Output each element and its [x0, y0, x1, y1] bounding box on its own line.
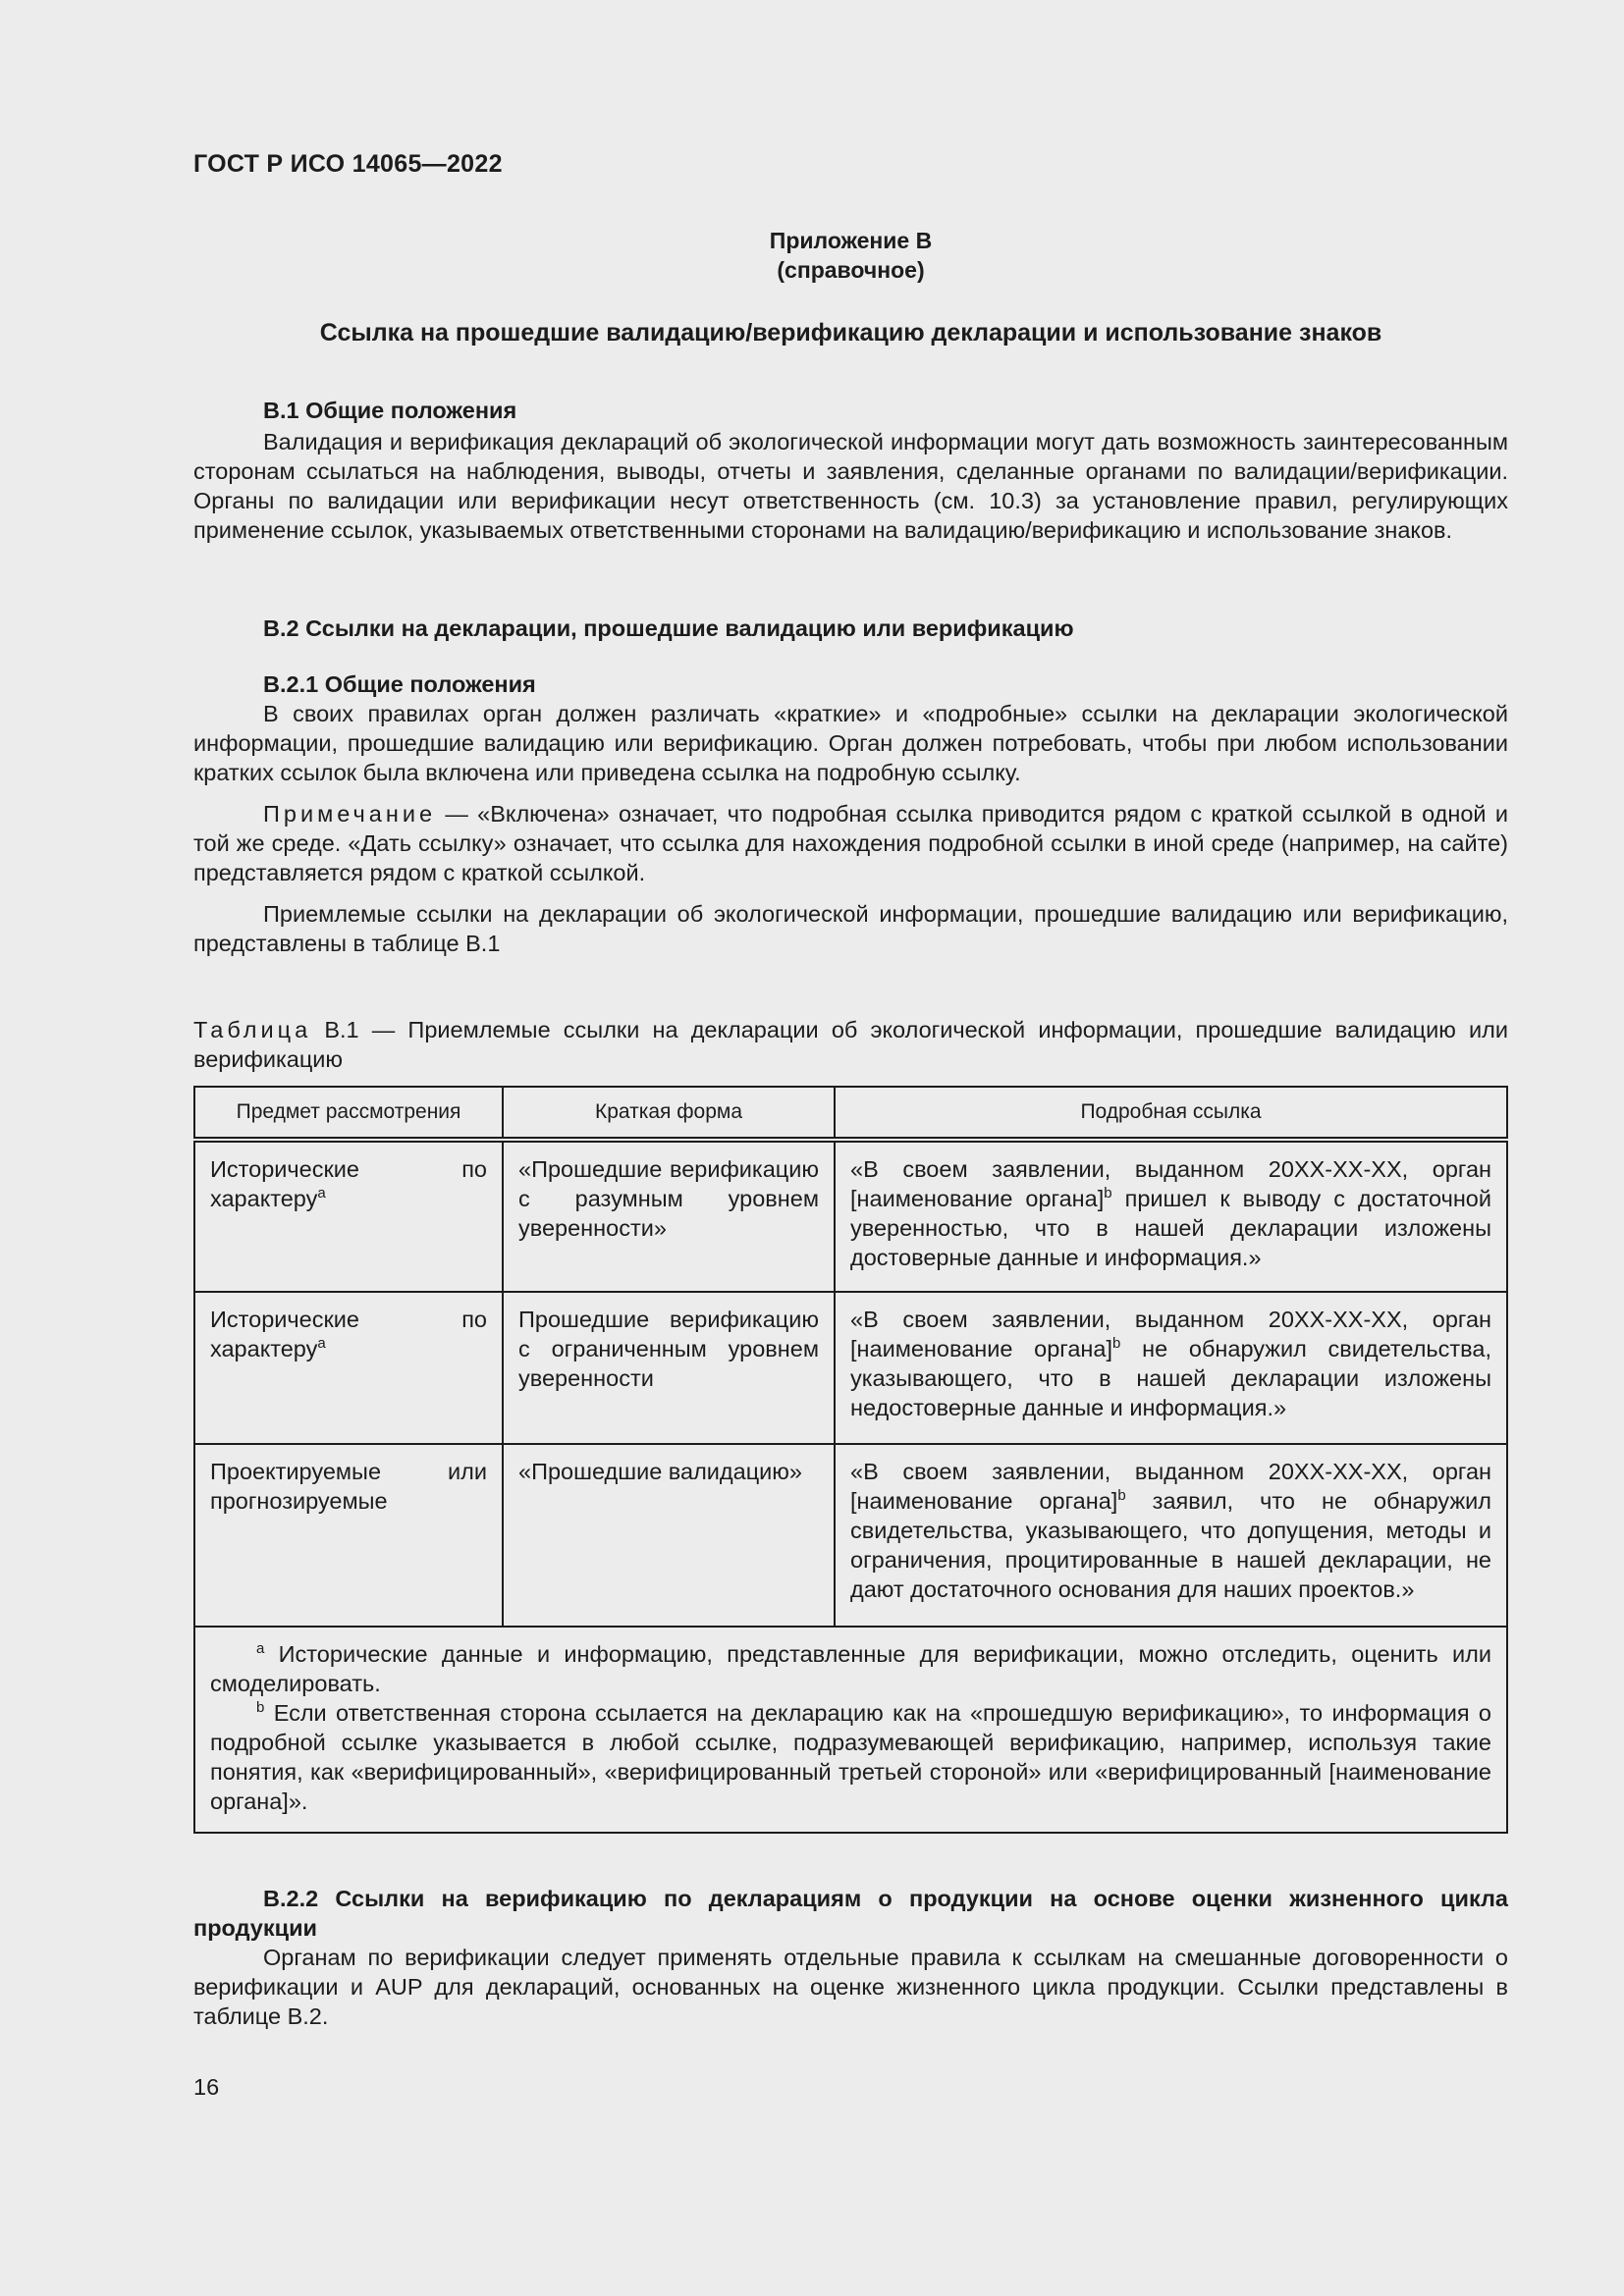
- section-b2-heading: В.2 Ссылки на декларации, прошедшие валидацию или верификацию: [263, 615, 1074, 641]
- table-row: [194, 1140, 1507, 1292]
- table-caption: [193, 1015, 1508, 1074]
- section-b2: [193, 614, 1508, 643]
- cell-short-form: «Прошедшие валидацию»: [503, 1444, 835, 1627]
- page-number: 16: [193, 2074, 220, 2100]
- table-caption-label: Таблица: [193, 1017, 312, 1042]
- table-header-row: [194, 1087, 1507, 1140]
- note-text: — «Включена» означает, что подробная ссылка приводится рядом с краткой ссылкой в одной и той же среде. «Дать ссылку» означает, что ссылка для нахождения подробной ссылки в иной среде (например, на сайте) представляется рядом с краткой ссылкой.: [193, 801, 1508, 885]
- footnote: $^b$ Если ответственная сторона ссылается на декларацию как на «прошедшую верификацию», то информация о подробной ссылке указывается в любой ссылке, подразумевающей верификацию, например, используя такие понятия, как «верифицированный», «верифицированный третьей стороной» или «верифицированный [наименование органа]».: [210, 1699, 1491, 1814]
- section-b21-note: [193, 799, 1508, 887]
- cell-detail: «В своем заявлении, выданном 20XX-XX-XX, орган [наименование органа]$^b$ не обнаружил свидетельства, указывающего, что в нашей декларации изложены недостоверные данные и информация.»: [835, 1292, 1507, 1444]
- cell-subject: Исторические по характеру$^a$: [194, 1140, 503, 1292]
- cell-subject: Исторические по характеру$^a$: [194, 1292, 503, 1444]
- footnote: $^a$ Исторические данные и информацию, представленные для верификации, можно отследить, оценить или смоделировать.: [210, 1640, 1491, 1696]
- table-footnotes: [194, 1627, 1507, 1833]
- note-label: Примечание: [263, 801, 437, 827]
- section-b22-heading: В.2.2 Ссылки на верификацию по декларациям о продукции на основе оценки жизненного цикла продукции: [193, 1886, 1508, 1941]
- section-b22-text: Органам по верификации следует применять отдельные правила к ссылкам на смешанные договоренности о верификации и AUP для деклараций, основанных на оценке жизненного цикла продукции. Ссылки представлены в таблице В.2.: [193, 1945, 1508, 2029]
- cell-subject: Проектируемые или прогнозируемые: [194, 1444, 503, 1627]
- column-header: Краткая форма: [503, 1087, 835, 1140]
- annex-type: (справочное): [777, 257, 925, 283]
- annex-heading: Ссылка на прошедшие валидацию/верификацию декларации и использование знаков: [319, 319, 1382, 347]
- document-id: ГОСТ Р ИСО 14065—2022: [193, 150, 503, 178]
- cell-detail: «В своем заявлении, выданном 20XX-XX-XX, орган [наименование органа]$^b$ пришел к выводу с достаточной уверенностью, что в нашей декларации изложены достоверные данные и информация.»: [835, 1140, 1507, 1292]
- table-footnotes-row: [194, 1627, 1507, 1833]
- table-row: [194, 1444, 1507, 1627]
- section-b21: [193, 669, 1508, 958]
- table-caption-text: В.1 — Приемлемые ссылки на декларации об экологической информации, прошедшие валидацию или верификацию: [193, 1017, 1508, 1072]
- section-b1: [193, 396, 1508, 545]
- column-header: Подробная ссылка: [835, 1087, 1507, 1140]
- references-table: [193, 1086, 1508, 1834]
- cell-detail: «В своем заявлении, выданном 20XX-XX-XX, орган [наименование органа]$^b$ заявил, что не обнаружил свидетельства, указывающего, что допущения, методы и ограничения, процитированные в нашей декларации, не дают достаточного основания для наших проектов.»: [835, 1444, 1507, 1627]
- section-b21-heading: В.2.1 Общие положения: [263, 671, 536, 697]
- section-b21-text2: Приемлемые ссылки на декларации об экологической информации, прошедшие валидацию или верификацию, представлены в таблице В.1: [193, 901, 1508, 956]
- section-b22: [193, 1884, 1508, 2031]
- section-b1-heading: В.1 Общие положения: [263, 398, 517, 423]
- section-b21-text: В своих правилах орган должен различать «краткие» и «подробные» ссылки на декларации экологической информации, прошедшие валидацию или верификацию. Орган должен потребовать, чтобы при любом использовании кратких ссылок была включена или приведена ссылка на подробную ссылку.: [193, 701, 1508, 785]
- annex-title: Приложение В: [769, 228, 933, 253]
- annex-label: [193, 226, 1508, 285]
- cell-short-form: «Прошедшие верификацию с разумным уровнем уверенности»: [503, 1140, 835, 1292]
- column-header: Предмет рассмотрения: [194, 1087, 503, 1140]
- table-row: [194, 1292, 1507, 1444]
- cell-short-form: Прошедшие верификацию с ограниченным уровнем уверенности: [503, 1292, 835, 1444]
- section-b1-text: Валидация и верификация деклараций об экологической информации могут дать возможность заинтересованным сторонам ссылаться на наблюдения, выводы, отчеты и заявления, сделанные органами по валидации/верификации. Органы по валидации или верификации несут ответственность (см. 10.3) за установление правил, регулирующих применение ссылок, указываемых ответственными сторонами на валидацию/верификацию и использование знаков.: [193, 429, 1508, 543]
